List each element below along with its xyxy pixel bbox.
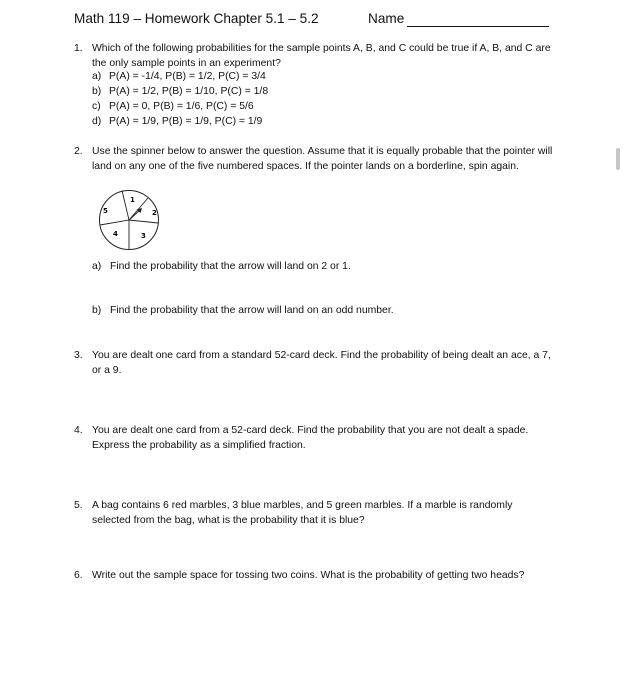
question-number: 4. [74,425,83,436]
scrollbar-thumb[interactable] [616,148,620,170]
option-text: P(A) = 0, P(B) = 1/6, P(C) = 5/6 [109,101,254,112]
question-2-part-a [92,261,351,272]
part-text: Find the probability that the arrow will land on 2 or 1. [110,261,351,272]
question-2-part-b [92,305,394,316]
question-text: Write out the sample space for tossing two coins. What is the probability of getting two heads? [92,570,525,581]
question-number: 5. [74,500,83,511]
question-text: You are dealt one card from a 52-card deck. Find the probability that you are not dealt a spade. Express the probability as a simplified fraction. [92,425,529,451]
name-label: Name [368,11,405,26]
document-header [74,11,554,31]
option-letter: a) [92,71,102,82]
question-number: 3. [74,350,83,361]
option-letter: d) [92,116,102,127]
option-text: P(A) = 1/2, P(B) = 1/10, P(C) = 1/8 [109,86,269,97]
spinner-diagram [91,189,167,251]
question-number: 1. [74,43,83,54]
option-a [92,69,266,84]
part-letter: a) [92,261,102,272]
question-text: Which of the following probabilities for the sample points A, B, and C could be true if A, B, and C are the only sample points in an experiment? [92,43,551,69]
spinner-label-3: 3 [141,232,146,240]
question-text: You are dealt one card from a standard 52-card deck. Find the probability of being dealt an ace, a 7, or a 9. [92,350,551,376]
question-text: Use the spinner below to answer the question. Assume that it is equally probable that the pointer will land on any one of the five numbered spaces. If the pointer lands on a borderline, spin again. [92,146,553,172]
name-blank-line [407,26,549,27]
spinner-label-2: 2 [152,209,157,217]
part-text: Find the probability that the arrow will land on an odd number. [110,305,394,316]
question-text: A bag contains 6 red marbles, 3 blue marbles, and 5 green marbles. If a marble is randomly selected from the bag, what is the probability that it is blue? [92,500,513,526]
spinner-label-4: 4 [113,230,118,238]
option-letter: b) [92,86,102,97]
option-text: P(A) = -1/4, P(B) = 1/2, P(C) = 3/4 [109,71,266,82]
document-title: Math 119 – Homework Chapter 5.1 – 5.2 [74,11,319,26]
option-letter: c) [92,101,101,112]
spinner-label-1: 1 [130,196,135,204]
question-number: 6. [74,570,83,581]
option-text: P(A) = 1/9, P(B) = 1/9, P(C) = 1/9 [109,116,263,127]
part-letter: b) [92,305,102,316]
option-b [92,84,268,99]
option-d [92,114,262,129]
question-number: 2. [74,146,83,157]
spinner-label-5: 5 [103,207,108,215]
option-c [92,99,254,114]
